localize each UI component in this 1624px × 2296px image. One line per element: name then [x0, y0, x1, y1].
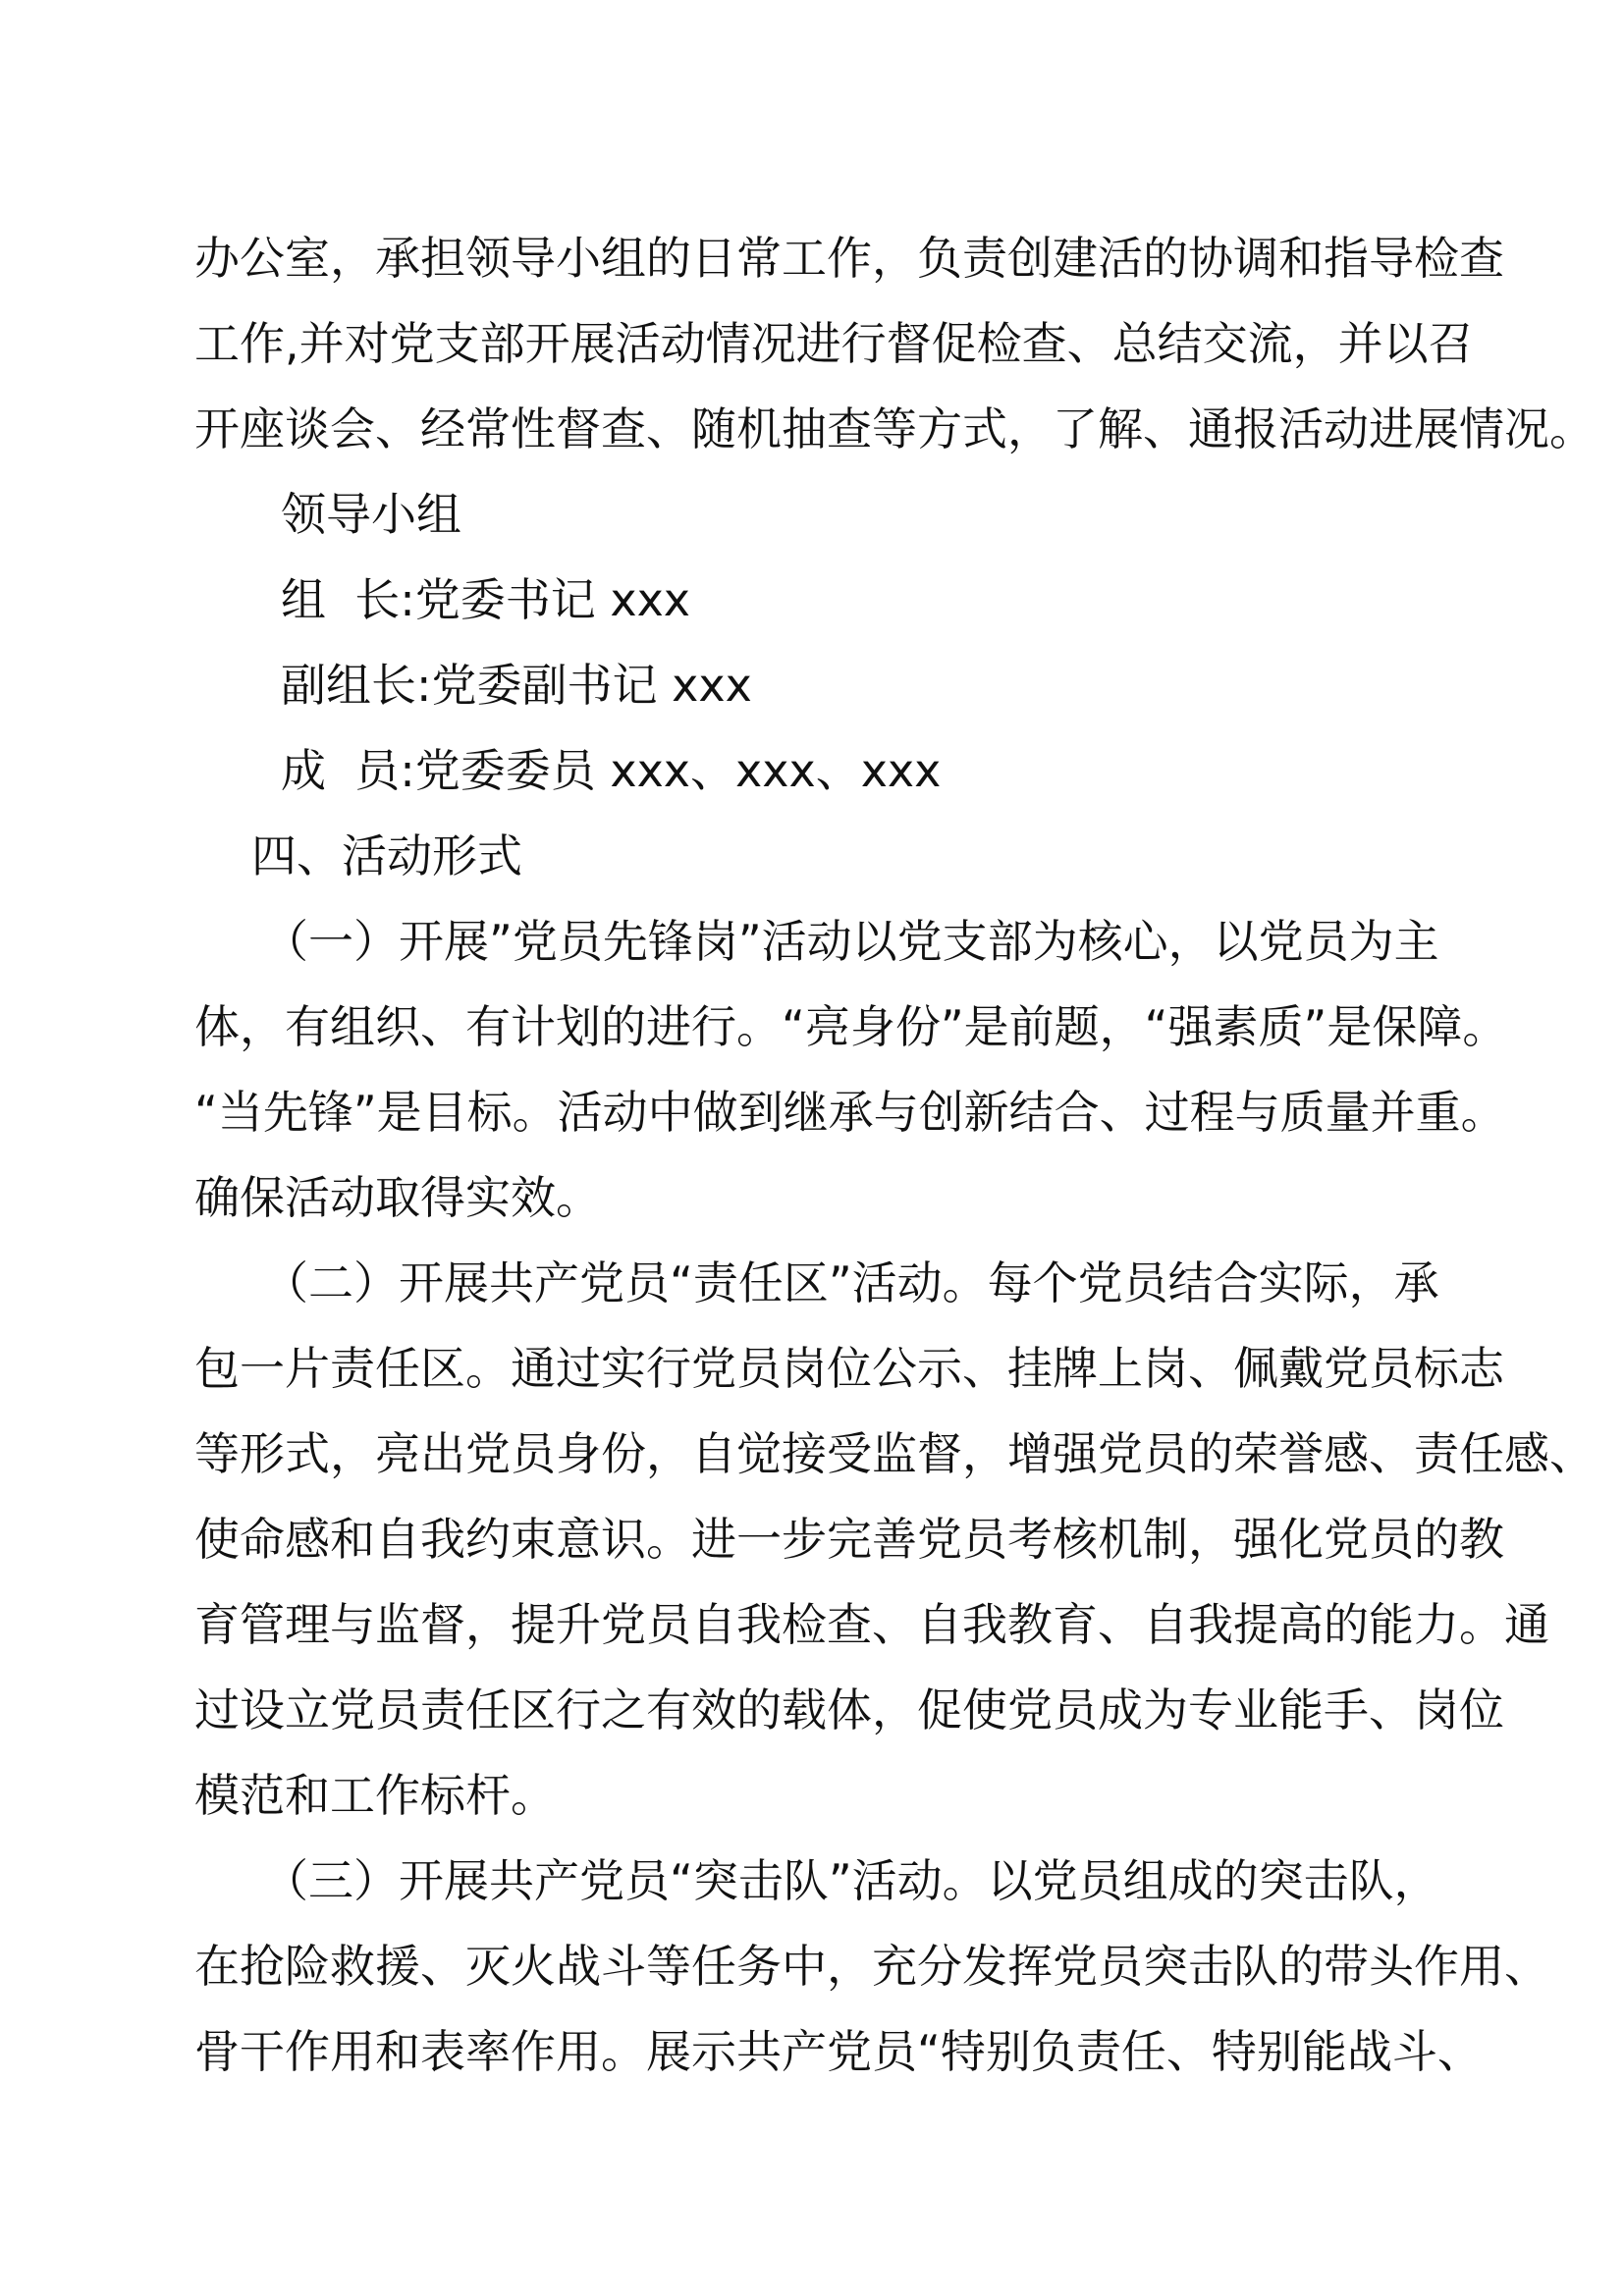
paragraph-first-line: （二）开展共产党员“责任区”活动。每个党员结合实际，承 [263, 1256, 1439, 1309]
body-text-line: 在抢险救援、灭火战斗等任务中，充分发挥党员突击队的带头作用、 [194, 1940, 1549, 1993]
paragraph-first-line: （三）开展共产党员“突击队”活动。以党员组成的突击队， [263, 1854, 1439, 1907]
group-heading: 领导小组 [281, 488, 461, 541]
body-text-line: 确保活动取得实效。 [194, 1171, 601, 1224]
body-text-line: 办公室，承担领导小组的日常工作，负责创建活的协调和指导检查 [194, 232, 1504, 285]
body-text-line: 工作,并对党支部开展活动情况进行督促检查、总结交流，并以召 [194, 317, 1474, 370]
body-text-line: 等形式，亮出党员身份，自觉接受监督，增强党员的荣誉感、责任感、 [194, 1427, 1595, 1480]
body-text-line: 骨干作用和表率作用。展示共产党员“特别负责任、特别能战斗、 [194, 2025, 1483, 2078]
body-text-line: 模范和工作标杆。 [194, 1769, 556, 1822]
body-text-line: 包一片责任区。通过实行党员岗位公示、挂牌上岗、佩戴党员标志 [194, 1342, 1504, 1395]
body-text-line: 开座谈会、经常性督查、随机抽查等方式，了解、通报活动进展情况。 [194, 402, 1595, 455]
body-text-line: 过设立党员责任区行之有效的载体，促使党员成为专业能手、岗位 [194, 1683, 1504, 1736]
body-text-line: 使命感和自我约束意识。进一步完善党员考核机制，强化党员的教 [194, 1513, 1504, 1566]
paragraph-first-line: （一）开展”党员先锋岗”活动以党支部为核心，以党员为主 [263, 915, 1439, 968]
section-heading: 四、活动形式 [251, 829, 522, 882]
deputy-leader-line: 副组长:党委副书记 xxx [281, 659, 752, 712]
group-leader-line: 组 长:党委书记 xxx [281, 573, 691, 626]
body-text-line: 体，有组织、有计划的进行。“亮身份”是前题，“强素质”是保障。 [194, 1000, 1508, 1053]
members-line: 成 员:党委委员 xxx、xxx、xxx [281, 744, 942, 797]
body-text-line: “当先锋”是目标。活动中做到继承与创新结合、过程与质量并重。 [194, 1086, 1506, 1139]
body-text-line: 育管理与监督，提升党员自我检查、自我教育、自我提高的能力。通 [194, 1598, 1549, 1651]
